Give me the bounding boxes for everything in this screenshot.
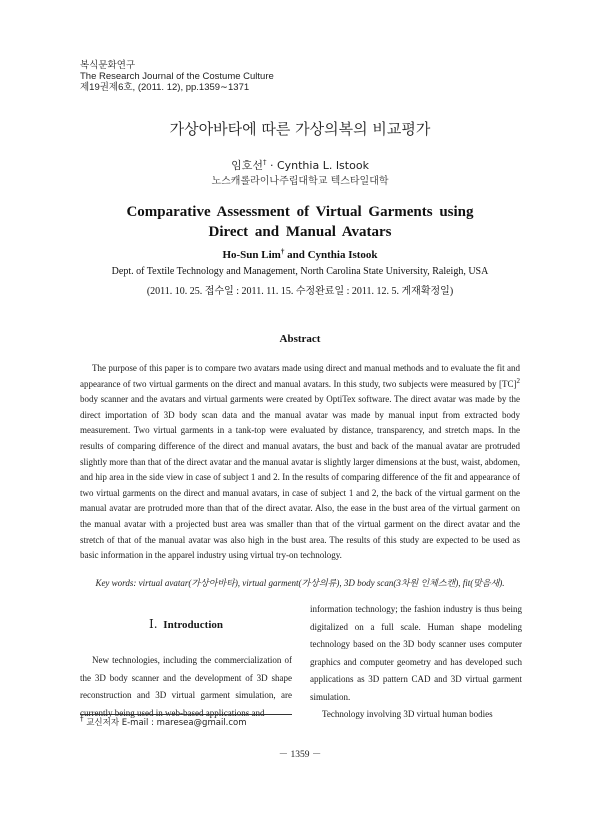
keywords: Key words: virtual avatar(가상아바타), virtual garment(가상의류), 3D body scan(3차원 인체스캔), fit(맞음새). — [95, 578, 505, 588]
korean-author2: Cynthia L. Istook — [276, 159, 369, 172]
english-corresponding-mark: † — [280, 247, 285, 256]
journal-english-name: The Research Journal of the Costume Culture — [80, 71, 274, 82]
english-author-join: and Cynthia Istook — [287, 249, 378, 261]
english-title-line1: Comparative Assessment of Virtual Garments using — [126, 204, 474, 220]
korean-author1: 임호선 — [231, 159, 263, 172]
left-column — [80, 612, 292, 722]
abstract-text-part2: body scanner and the avatars and virtual garments were created by OptiTex software. The direct avatar was made by the direct importation of 3D body scan data and the manual avatar was made by manual input from extracted body measurement. Two virtual garments in a tank-top were evaluated by distance, transparency, and stretch maps. In the results of comparing difference of the direct and manual avatars, the bust and back of the manual avatar are protruded slightly more than that of the direct avatar and the manual avatar is slightly larger dimensions at the bust, waist, abdomen, and hip area in the side view in case of subject 1 and 2. In the results of comparing difference of the fit and appearance of two virtual garments on the direct and manual avatars, in case of subject 1 and 2, the back of the virtual garment on the manual avatar are protruded more than that of the direct avatar. Also, the ease in the bust area of the virtual garment on the manual avatar with a projected bust area was smaller than that of the virtual garment on the direct avatar and the stretch of that of the manual avatar was also high in the bust area. The results of this study are expected to be used as basic information in the apparel industry using virtual try-on technology. — [80, 394, 520, 561]
submission-dates: (2011. 10. 25. 접수일 : 2011. 11. 15. 수정완료일 : 2011. 12. 5. 게재확정일) — [146, 286, 454, 297]
english-title-line2: Direct and Manual Avatars — [208, 224, 392, 240]
abstract-body — [80, 361, 520, 564]
author-separator: · — [269, 159, 274, 172]
section-heading-introduction — [80, 612, 292, 637]
english-authors — [0, 249, 600, 261]
english-author1: Ho-Sun Lim — [222, 249, 281, 261]
corresponding-mark: † — [262, 158, 267, 167]
abstract-superscript: 2 — [516, 376, 520, 385]
abstract-heading: Abstract — [279, 333, 321, 345]
section-title: Introduction — [163, 619, 223, 631]
section-number: Ⅰ. — [148, 617, 158, 631]
english-title — [0, 202, 600, 242]
intro-paragraph-right-2: Technology involving 3D virtual human bodies — [322, 709, 493, 719]
page-number: － 1359 － — [278, 750, 322, 760]
footnote-text: 교신저자 E-mail : maresea@gmail.com — [83, 718, 247, 728]
footnote — [80, 716, 247, 728]
right-column — [310, 601, 522, 724]
korean-title: 가상아바타에 따른 가상의복의 비교평가 — [169, 120, 431, 138]
footnote-rule — [80, 714, 292, 715]
intro-paragraph-right-1: information technology; the fashion industry is thus being digitalized on a full scale. Human shape modeling technology based on the 3D body scanner uses computer graphics and computer geometry and has developed such applications as 3D pattern CAD and 3D virtual garment simulation. — [310, 604, 522, 702]
abstract-text-part1: The purpose of this paper is to compare two avatars made using direct and manual methods and to evaluate the fit and appearance of two virtual garments on the direct and manual avatars. In this study, two subjects were measured by [TC] — [80, 363, 520, 389]
korean-affiliation: 노스캐롤라이나주립대학교 텍스타일대학 — [211, 176, 389, 187]
journal-issue: 제19권제6호, (2011. 12), pp.1359∼1371 — [80, 82, 250, 93]
english-affiliation: Dept. of Textile Technology and Management, North Carolina State University, Raleigh, USA — [111, 266, 489, 277]
intro-paragraph-left: New technologies, including the commercialization of the 3D body scanner and the development of 3D shape reconstruction and 3D virtual garment simulation, are currently being used in web-based applications and — [80, 655, 292, 718]
korean-authors — [0, 157, 600, 173]
journal-header — [80, 60, 274, 93]
footnote-mark: † — [80, 715, 84, 724]
journal-korean-name: 복식문화연구 — [80, 60, 136, 71]
